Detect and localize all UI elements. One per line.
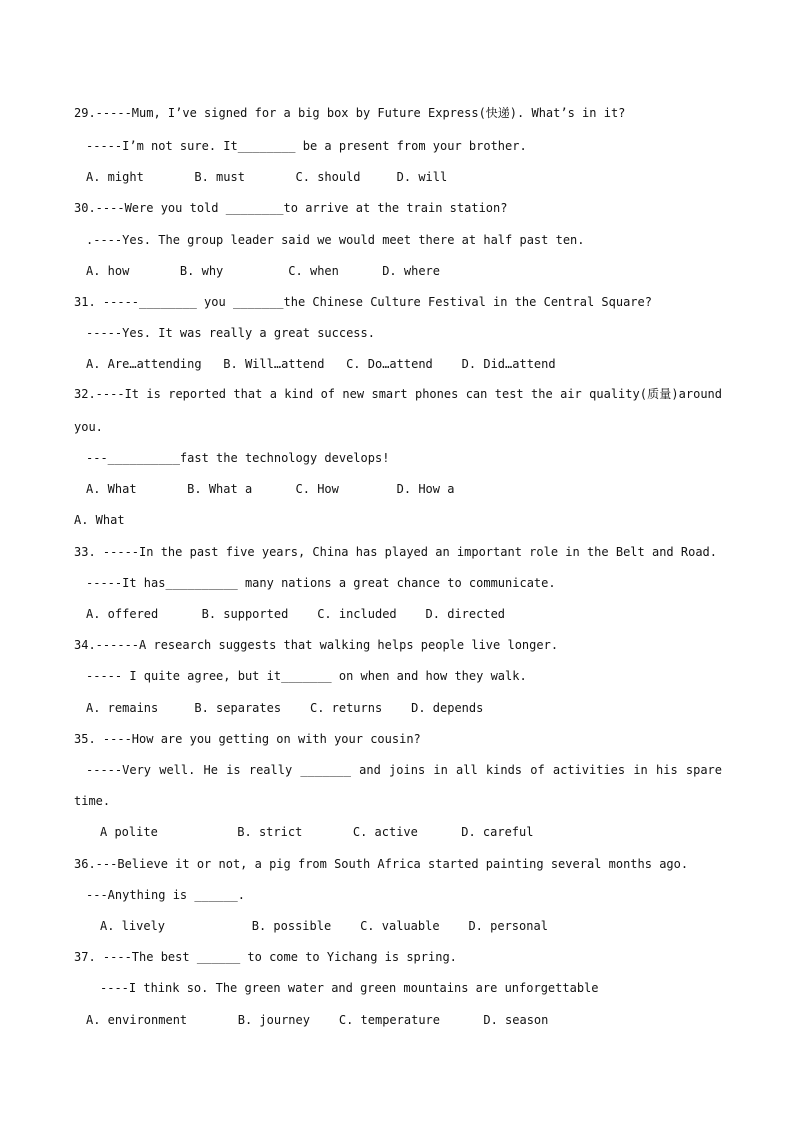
q35-options: A polite B. strict C. active D. careful	[100, 825, 534, 839]
q30-response: .----Yes. The group leader said we would meet there at half past ten.	[86, 233, 585, 247]
q29-response: -----I’m not sure. It________ be a present from your brother.	[86, 139, 527, 153]
q36-question: 36.---Believe it or not, a pig from South Africa started painting several months ago.	[74, 857, 689, 871]
q33-response: -----It has__________ many nations a great chance to communicate.	[86, 576, 556, 590]
q37-options: A. environment B. journey C. temperature D. season	[86, 1013, 549, 1027]
q37-question: 37. ----The best ______ to come to Yichang is spring.	[74, 950, 457, 964]
q30-question: 30.----Were you told ________to arrive at the train station?	[74, 201, 508, 215]
q32-question: 32.----It is reported that a kind of new smart phones can test the air quality(质量)around	[74, 387, 722, 401]
q30-options: A. how B. why C. when D. where	[86, 264, 441, 278]
q35-response-cont: time.	[74, 794, 111, 808]
q33-options: A. offered B. supported C. included D. directed	[86, 607, 506, 621]
q31-question: 31. -----________ you _______the Chinese Culture Festival in the Central Square?	[74, 295, 652, 309]
q36-options: A. lively B. possible C. valuable D. personal	[100, 919, 548, 933]
q29-question: 29.-----Mum, I’ve signed for a big box by Future Express(快递). What’s in it?	[74, 106, 626, 120]
q31-response: -----Yes. It was really a great success.	[86, 326, 375, 340]
q36-response: ---Anything is ______.	[86, 888, 245, 902]
q32-options: A. What B. What a C. How D. How a	[86, 482, 455, 496]
q34-response: ----- I quite agree, but it_______ on when and how they walk.	[86, 669, 527, 683]
q37-response: ----I think so. The green water and green mountains are unforgettable	[100, 981, 599, 995]
q35-response: -----Very well. He is really _______ and joins in all kinds of activities in his spare	[86, 763, 722, 777]
q32-answer: A. What	[74, 513, 125, 527]
q35-question: 35. ----How are you getting on with your cousin?	[74, 732, 421, 746]
q31-options: A. Are…attending B. Will…attend C. Do…attend D. Did…attend	[86, 357, 556, 371]
q32-question-cont: you.	[74, 420, 103, 434]
q34-question: 34.------A research suggests that walking helps people live longer.	[74, 638, 559, 652]
q29-options: A. might B. must C. should D. will	[86, 170, 448, 184]
q32-response: ---__________fast the technology develops!	[86, 451, 390, 465]
q34-options: A. remains B. separates C. returns D. depends	[86, 701, 484, 715]
q33-question: 33. -----In the past five years, China has played an important role in the Belt and Road.	[74, 545, 717, 559]
